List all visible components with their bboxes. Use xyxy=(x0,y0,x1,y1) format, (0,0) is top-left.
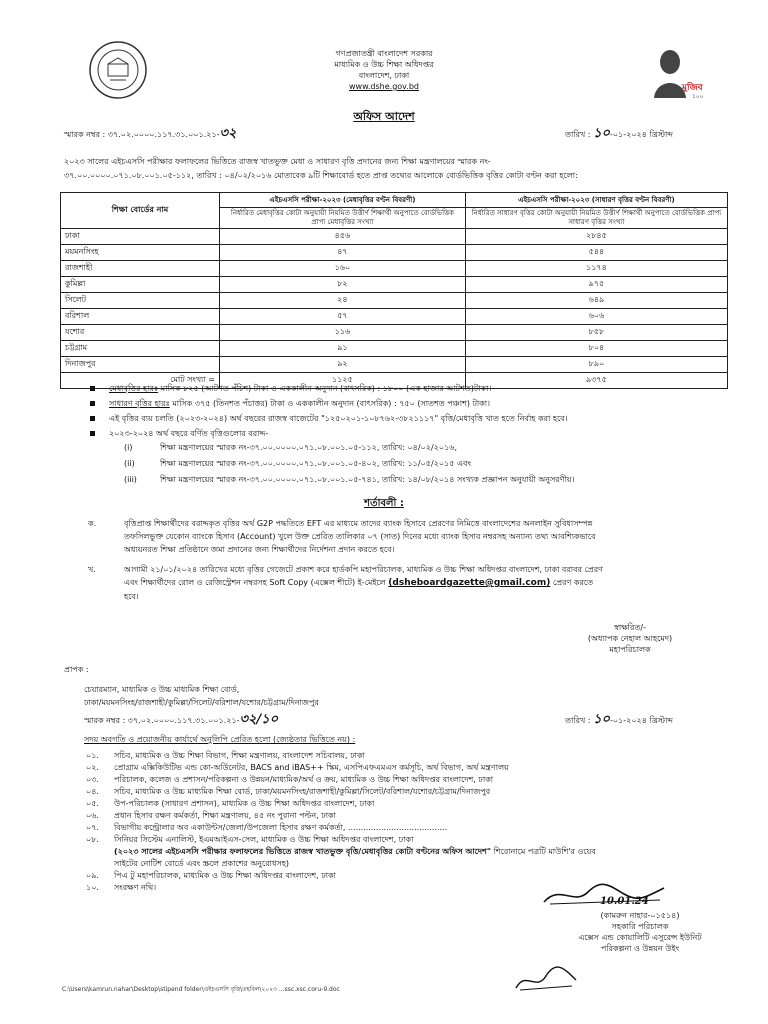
copy-08-note xyxy=(114,846,746,857)
board-cell: ঢাকা xyxy=(61,229,220,245)
ref-number: (iii) xyxy=(124,475,137,484)
reference-item xyxy=(124,474,724,485)
table-row xyxy=(61,293,728,309)
total-merit: ১১২৫ xyxy=(220,373,466,389)
memo-number: ৩৭.০২.০০০০.১১৭.৩১.০০১.২১- xyxy=(107,130,220,139)
signatory2-unit: এক্সেস এন্ড কোয়ালিটি এসুরেন্স ইউনিট xyxy=(578,933,702,942)
board-cell: চট্টগ্রাম xyxy=(61,341,220,357)
intro-line-2: ৩৭.০০.০০০০.০৭১.০৮.০০১.০৫-১১২, তারিখ : ০৪/০২/২০১৬ মোতাবেক ৯টি শিক্ষাবোর্ড হতে প্রাপ্ত তথ্যের আলোকে বোর্ডভিত্তিক বৃত্তির কোটা বণ্টন করা হলো: xyxy=(64,171,578,180)
location-line: বাংলাদেশ, ঢাকা xyxy=(358,71,410,80)
general-cell: ৬০৬ xyxy=(465,309,727,325)
general-cell: ২৮৪৫ xyxy=(465,229,727,245)
signatory-designation: মহাপরিচালক xyxy=(609,645,651,654)
copy-number: ০৬. xyxy=(86,811,99,820)
copy-text: পরিচালক, কলেজ ও প্রশাসন/পরিকল্পনা ও উন্নয়ন/মাধ্যমিক/অর্থ ও ক্রয়, মাধ্যমিক ও উচ্চ শিক্ষা অধিদপ্তর বাংলাদেশ, ঢাকা xyxy=(114,775,494,784)
copy-08-note-a: (২০২৩ সালের এইচএসসি পরীক্ষার ফলাফলের ভিত্তিতে রাজস্ব খাতভুক্ত বৃত্তি/মেধাবৃত্তির কোটা বণ্টনের অফিস আদেশ" xyxy=(114,847,492,856)
recipient-line1: চেয়ারম্যান, মাধ্যমিক ও উচ্চ মাধ্যমিক শিক্ষা বোর্ড, xyxy=(84,685,240,694)
bullet-text: এই বৃত্তির ব্যয় চলতি (২০২৩-২০২৪) অর্থ বছরের রাজস্ব বাজেটের "১২৫০২০১-১০৮৭৬২-৩৮২১১১৭" বৃত্তি/মেধাবৃত্তি খাত হতে নির্বাহ করা হবে। xyxy=(109,414,568,423)
signature2-date: 10.01.24 xyxy=(600,896,649,907)
table-row xyxy=(61,357,728,373)
general-cell: ৯৭৫ xyxy=(465,277,727,293)
col-header-general-sub: নির্ধারিত সাধারণ বৃত্তির কোটা অনুযায়ী নিয়মিত উত্তীর্ণ শিক্ষার্থী অনুপাতে বোর্ডভিত্তিক প্রাপ্য সাধারণ বৃত্তির সংখ্যা xyxy=(465,208,727,229)
merit-cell: ৫৭ xyxy=(220,309,466,325)
copy-number: ০৯. xyxy=(86,871,99,880)
col-header-merit-title: এইচএসসি পরীক্ষা-২০২৩ (মেধাবৃত্তির বণ্টন বিবরণী) xyxy=(220,193,466,208)
condition-kh-label: খ. xyxy=(88,565,96,574)
bullet-icon xyxy=(90,401,95,406)
memo2-label: স্মারক নম্বর : xyxy=(84,716,126,725)
bullet-icon xyxy=(90,386,95,391)
merit-cell: ৪৫৬ xyxy=(220,229,466,245)
merit-cell: ৯২ xyxy=(220,357,466,373)
copy-item xyxy=(86,750,746,761)
signatory-name: (অধ্যাপক নেহাল আহমেদ) xyxy=(587,634,673,643)
recipient-line2: ঢাকা/ময়মনসিংহ/রাজশাহী/কুমিল্লা/সিলেট/বরিশাল/যশোর/চট্টগ্রাম/দিনাজপুর xyxy=(84,698,319,707)
board-cell: কুমিল্লা xyxy=(61,277,220,293)
copy-number: ০২. xyxy=(86,763,99,772)
copy-text: সিনিয়র সিস্টেম এনালিস্ট, ইএমআইএস-সেল, মাধ্যমিক ও উচ্চ শিক্ষা অধিদপ্তর বাংলাদেশ, ঢাকা xyxy=(114,835,414,844)
copy-item xyxy=(86,810,746,821)
board-cell: যশোর xyxy=(61,325,220,341)
memo2-number: ৩৭.০২.০০০০.১১৭.৩১.০০১.২১- xyxy=(127,716,240,725)
date2-hand: ১০ xyxy=(593,712,610,727)
total-label: মোট সংখ্যা = xyxy=(61,373,220,389)
condition-kh-line1: আগামী ২১/০১/২০২৪ তারিখের মধ্যে বৃত্তির গেজেটে প্রকাশ করে হার্ডকপি মহাপরিচালক, মাধ্যমিক ও উচ্চ শিক্ষা অধিদপ্তর বাংলাদেশ, ঢাকা বরাবর প্রেরণ xyxy=(124,565,603,574)
copy-text: উপ-পরিচালক (সাধারণ প্রশাসন), মাধ্যমিক ও উচ্চ শিক্ষা অধিদপ্তর বাংলাদেশ, ঢাকা xyxy=(114,799,375,808)
conditions-title: শর্তাবলী : xyxy=(364,498,404,509)
condition-k-label: ক. xyxy=(88,519,97,528)
general-cell: ৬৪৯ xyxy=(465,293,727,309)
reference-item xyxy=(124,458,724,469)
copy-text: সচিব, মাধ্যমিক ও উচ্চ মাধ্যমিক শিক্ষা বোর্ড, ঢাকা/ময়মনসিংহ/রাজশাহী/কুমিল্লা/সিলেট/বরিশাল/যশোর/চট্টগ্রাম/দিনাজপুর xyxy=(114,787,491,796)
copy-list xyxy=(86,750,746,890)
condition-k-line1: বৃত্তিপ্রাপ্ত শিক্ষার্থীদের বরাদ্দকৃত বৃত্তির অর্থ G2P পদ্ধতিতে EFT এর মাধ্যমে তাদের ব্যাংক হিসাবে প্রেরণের নিমিত্তে বাংলাদেশের অনলাইন সুবিধাসম্পন্ন xyxy=(124,519,593,528)
copy-number: ০৫. xyxy=(86,799,99,808)
copy-number: ১০. xyxy=(86,883,99,892)
bullet-label: মেধাবৃত্তির হারঃ xyxy=(109,384,159,393)
board-cell: বরিশাল xyxy=(61,309,220,325)
initials-scribble xyxy=(512,964,582,994)
memo2-hand-number: ৩২/১০ xyxy=(239,712,279,727)
condition-kh-line2: এবং শিক্ষার্থীদের রোল ও রেজিস্ট্রেশন নম্বরসহ Soft Copy (এক্সেল শীটে) ই-মেইলে xyxy=(124,578,386,587)
copy-number: ০৩. xyxy=(86,775,99,784)
bullet-icon xyxy=(90,431,95,436)
condition-k-line2: তফসিলভুক্ত যেকোন ব্যাংকে হিসাব (Account) খুলে উক্ত প্রেরিত তালিকার ০৭ (সাত) দিনের মধ্যে ব্যাংক হিসাব নম্বরসহ অন্যান্য তথ্য আবশ্যিকভাবে xyxy=(124,532,596,541)
general-cell: ৮০৪ xyxy=(465,341,727,357)
copy-item xyxy=(86,762,746,773)
portrait-logo xyxy=(648,40,708,100)
date2-rest: -০১-২০২৪ খ্রিস্টাব্দ xyxy=(609,716,673,725)
signatory2-name: (কামরুন নাহার-০১৫১৪) xyxy=(600,911,680,920)
copy-item xyxy=(86,786,746,797)
table-row xyxy=(61,277,728,293)
copy-text: প্রোগ্রাম এক্সিকিউটিভ এন্ড কো-অর্ডিনেটর, BACS and iBAS++ স্কিম, এসপিএফএমএস কর্মসূচি, অর্থ বিভাগ, অর্থ মন্ত্রণালয় xyxy=(114,763,509,772)
date-hand: ১০ xyxy=(593,126,610,141)
table-row xyxy=(61,261,728,277)
signatory2-designation: সহকারি পরিচালক xyxy=(611,922,669,931)
memo-label: স্মারক নম্বর : xyxy=(64,130,106,139)
gazette-email[interactable]: (dsheboardgazette@gmail.com) xyxy=(388,578,551,588)
copy-number: ০৭. xyxy=(86,823,99,832)
scholarship-table xyxy=(60,192,728,389)
merit-cell: ২৪ xyxy=(220,293,466,309)
copy-text: প্রধান হিসাব রক্ষণ কর্মকর্তা, শিক্ষা মন্ত্রণালয়, ৪৫ নং পুরানা পল্টন, ঢাকা xyxy=(114,811,336,820)
copy-text: বিভাগীয় কন্ট্রোলার অব একাউন্টস/জেলা/উপজেলা হিসাব রক্ষণ কর্মকর্তা, ....................................... xyxy=(114,823,448,832)
board-cell: ময়মনসিংহ xyxy=(61,245,220,261)
merit-cell: ৯১ xyxy=(220,341,466,357)
directorate-line: মাধ্যমিক ও উচ্চ শিক্ষা অধিদপ্তর xyxy=(334,60,434,69)
copy-item xyxy=(86,822,746,833)
general-cell: ১১৭৪ xyxy=(465,261,727,277)
copy-item xyxy=(86,774,746,785)
bullet-text: ২০২৩-২০২৪ অর্থ বছরে বর্ণিত বৃত্তিগুলোর বরাদ্দ- xyxy=(109,429,269,438)
bullet-text: মাসিক ৩৭৫ (তিনশত পঁচাত্তর) টাকা ও এককালীন অনুদান (বাৎসরিক) : ৭৫০ (সাতশত পঞ্চাশ) টাকা। xyxy=(169,399,490,408)
general-cell: ৮৯০ xyxy=(465,357,727,373)
bullet-icon xyxy=(90,416,95,421)
gov-line: গণপ্রজাতন্ত্রী বাংলাদেশ সরকার xyxy=(335,49,433,58)
general-cell: ৫৪৪ xyxy=(465,245,727,261)
col-header-board: শিক্ষা বোর্ডের নাম xyxy=(61,193,220,229)
bullet-text: মাসিক ৮২৫ (আটশত পঁচিশ) টাকা ও এককালীন অনুদান (বাৎসরিক) : ১৮০০ (এক হাজার আটশত)টাকা। xyxy=(158,384,492,393)
copy-number: ০১. xyxy=(86,751,99,760)
copy-text: সচিব, মাধ্যমিক ও উচ্চ শিক্ষা বিভাগ, শিক্ষা মন্ত্রণালয়, বাংলাদেশ সচিবালয়, ঢাকা xyxy=(114,751,365,760)
signed-text: স্বাক্ষরিত/- xyxy=(614,623,646,632)
board-cell: রাজশাহী xyxy=(61,261,220,277)
reference-list xyxy=(124,442,724,486)
merit-cell: ১৬০ xyxy=(220,261,466,277)
ref-text: শিক্ষা মন্ত্রণালয়ের স্মারক নং-৩৭.০০.০০০০.০৭১.০৮.০০১.০৫-৪০২, তারিখ: ১১/০৫/২০১৫ এবং xyxy=(160,459,471,468)
col-header-general-title: এইচএসসি পরীক্ষা-২০২৩ (সাধারণ বৃত্তির বণ্টন বিবরণী) xyxy=(465,193,727,208)
merit-cell: ৮২ xyxy=(220,277,466,293)
memo-hand-number: ৩২ xyxy=(219,126,237,141)
table-row xyxy=(61,229,728,245)
page-title: অফিস আদেশ xyxy=(353,110,415,123)
copy-item xyxy=(86,798,746,809)
copy-08-note-2: সাইটের নোটিশ বোর্ডে এবং স্ক্রলে প্রকাশের অনুরোধসহ) xyxy=(114,859,290,868)
ref-number: (i) xyxy=(124,443,133,452)
total-general: ৯৩৭৫ xyxy=(465,373,727,389)
merit-cell: ৪৭ xyxy=(220,245,466,261)
signatory2-wing: পরিকল্পনা ও উন্নয়ন উইং xyxy=(600,944,680,953)
table-row xyxy=(61,325,728,341)
condition-kh-line3: হবে। xyxy=(124,592,139,601)
copy-title: সদয় অবগতি ও প্রয়োজনীয় কার্যার্থে অনুলিপি প্রেরিত হলো (জ্যেষ্ঠতার ভিত্তিতে নয়) : xyxy=(84,735,356,744)
copy-text: পিএ টু মহাপরিচালক, মাধ্যমিক ও উচ্চ শিক্ষা অধিদপ্তর বাংলাদেশ, ঢাকা xyxy=(114,871,336,880)
bullet-label: সাধারণ বৃত্তির হারঃ xyxy=(109,399,170,408)
svg-text:মুজিব: মুজিব xyxy=(682,83,703,93)
copy-text: সংরক্ষণ নথি। xyxy=(114,883,157,892)
condition-k-line3: অধ্যয়নরত শিক্ষা প্রতিষ্ঠানে জমা প্রদানের জন্য শিক্ষার্থীদের নির্দেশনা প্রদান করতে হবে। xyxy=(124,545,395,554)
general-cell: ৮৫৮ xyxy=(465,325,727,341)
ref-text: শিক্ষা মন্ত্রণালয়ের স্মারক নং-৩৭.০০.০০০০.০৭১.০৮.০০১.০৫-৭৪১, তারিখ: ১৪/০৮/২০১৪ সংখ্যক প্রজ্ঞাপন অনুযায়ী অনুসরণীয়। xyxy=(160,475,575,484)
copy-number: ০৮. xyxy=(86,835,99,844)
recipient-label: প্রাপক : xyxy=(64,665,89,674)
col-header-merit-sub: নির্ধারিত মেধাবৃত্তির কোটা অনুযায়ী নিয়মিত উত্তীর্ণ শিক্ষার্থী অনুপাতে বোর্ডভিত্তিক প্রাপ্য মেধাবৃত্তির সংখ্যা xyxy=(220,208,466,229)
board-cell: দিনাজপুর xyxy=(61,357,220,373)
date-label: তারিখ : xyxy=(565,130,591,139)
intro-line-1: ২০২৩ সালের এইচএসসি পরীক্ষার ফলাফলের ভিত্তিতে রাজস্ব খাতভুক্ত মেধা ও সাধারণ বৃত্তি প্রদানের জন্য শিক্ষা মন্ত্রণালয়ের স্মারক নং- xyxy=(64,157,491,166)
bullet-budget xyxy=(90,413,750,424)
table-row xyxy=(61,341,728,357)
dshe-logo xyxy=(88,40,148,100)
merit-cell: ১১৬ xyxy=(220,325,466,341)
bullet-allocation xyxy=(90,428,750,439)
website-link[interactable]: www.dshe.gov.bd xyxy=(348,82,419,91)
svg-text:১০০: ১০০ xyxy=(692,93,704,100)
copy-item xyxy=(86,834,746,845)
board-cell: সিলেট xyxy=(61,293,220,309)
footer-file-path: C:\Users\kamrun.nahar\Desktop\stipend folder\এইচএসসি বৃত্তি\তহবিল\২০২৩ ...ssc.xsc.coru-9.doc xyxy=(62,986,340,993)
bullet-general-rate xyxy=(90,398,750,409)
condition-kh-line2b: প্রেরণ করতে xyxy=(550,578,594,587)
date-rest: -০১-২০২৪ খ্রিস্টাব্দ xyxy=(609,130,673,139)
table-row xyxy=(61,245,728,261)
copy-08-note-b: শিরোনামে পত্রটি মাউশি'র ওয়েব xyxy=(493,847,596,856)
reference-item xyxy=(124,442,724,453)
ref-text: শিক্ষা মন্ত্রণালয়ের স্মারক নং-৩৭.০০.০০০০.০৭১.০৮.০০১.০৫-১১২, তারিখ: ০৪/০২/২০১৬, xyxy=(160,443,457,452)
ref-number: (ii) xyxy=(124,459,135,468)
bullet-merit-rate xyxy=(90,383,750,394)
date2-label: তারিখ : xyxy=(565,716,591,725)
copy-number: ০৪. xyxy=(86,787,99,796)
table-row xyxy=(61,309,728,325)
